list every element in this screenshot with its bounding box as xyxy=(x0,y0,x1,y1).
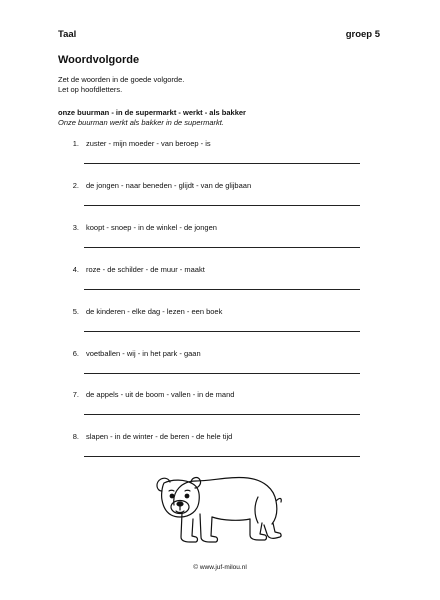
exercise-number: 1. xyxy=(72,139,79,148)
exercise-words: voetballen - wij - in het park - gaan xyxy=(86,349,201,358)
bear-icon xyxy=(152,467,287,549)
exercise-words: koopt - snoep - in de winkel - de jongen xyxy=(86,223,217,232)
answer-line[interactable] xyxy=(84,331,360,332)
subject-label: Taal xyxy=(58,29,77,40)
exercise-words: de jongen - naar beneden - glijdt - van de glijbaan xyxy=(86,181,252,190)
exercise-number: 7. xyxy=(72,390,79,399)
worksheet-title: Woordvolgorde xyxy=(58,54,140,66)
exercise-words: de appels - uit de boom - vallen - in de mand xyxy=(86,390,235,399)
exercise-words: de kinderen - elke dag - lezen - een boek xyxy=(86,307,223,316)
exercise-number: 5. xyxy=(72,307,79,316)
exercise-number: 6. xyxy=(72,349,79,358)
example-answer: Onze buurman werkt als bakker in de supermarkt. xyxy=(58,118,224,127)
exercise-number: 2. xyxy=(72,181,79,190)
answer-line[interactable] xyxy=(84,373,360,374)
answer-line[interactable] xyxy=(84,163,360,164)
exercise-number: 3. xyxy=(72,223,79,232)
answer-line[interactable] xyxy=(84,414,360,415)
answer-line[interactable] xyxy=(84,456,360,457)
answer-line[interactable] xyxy=(84,205,360,206)
answer-line[interactable] xyxy=(84,289,360,290)
answer-line[interactable] xyxy=(84,247,360,248)
exercise-words: roze - de schilder - de muur - maakt xyxy=(86,265,205,274)
exercise-words: zuster - mijn moeder - van beroep - is xyxy=(86,139,211,148)
exercise-number: 8. xyxy=(72,432,79,441)
group-label: groep 5 xyxy=(345,29,380,40)
exercise-words: slapen - in de winter - de beren - de hele tijd xyxy=(86,432,233,441)
exercise-number: 4. xyxy=(72,265,79,274)
instruction-line: Let op hoofdletters. xyxy=(58,85,123,94)
website-credit: © www.juf-milou.nl xyxy=(193,564,247,571)
instructions xyxy=(58,75,184,95)
instruction-line: Zet de woorden in de goede volgorde. xyxy=(58,75,185,84)
example-words: onze buurman - in de supermarkt - werkt - als bakker xyxy=(58,108,246,117)
